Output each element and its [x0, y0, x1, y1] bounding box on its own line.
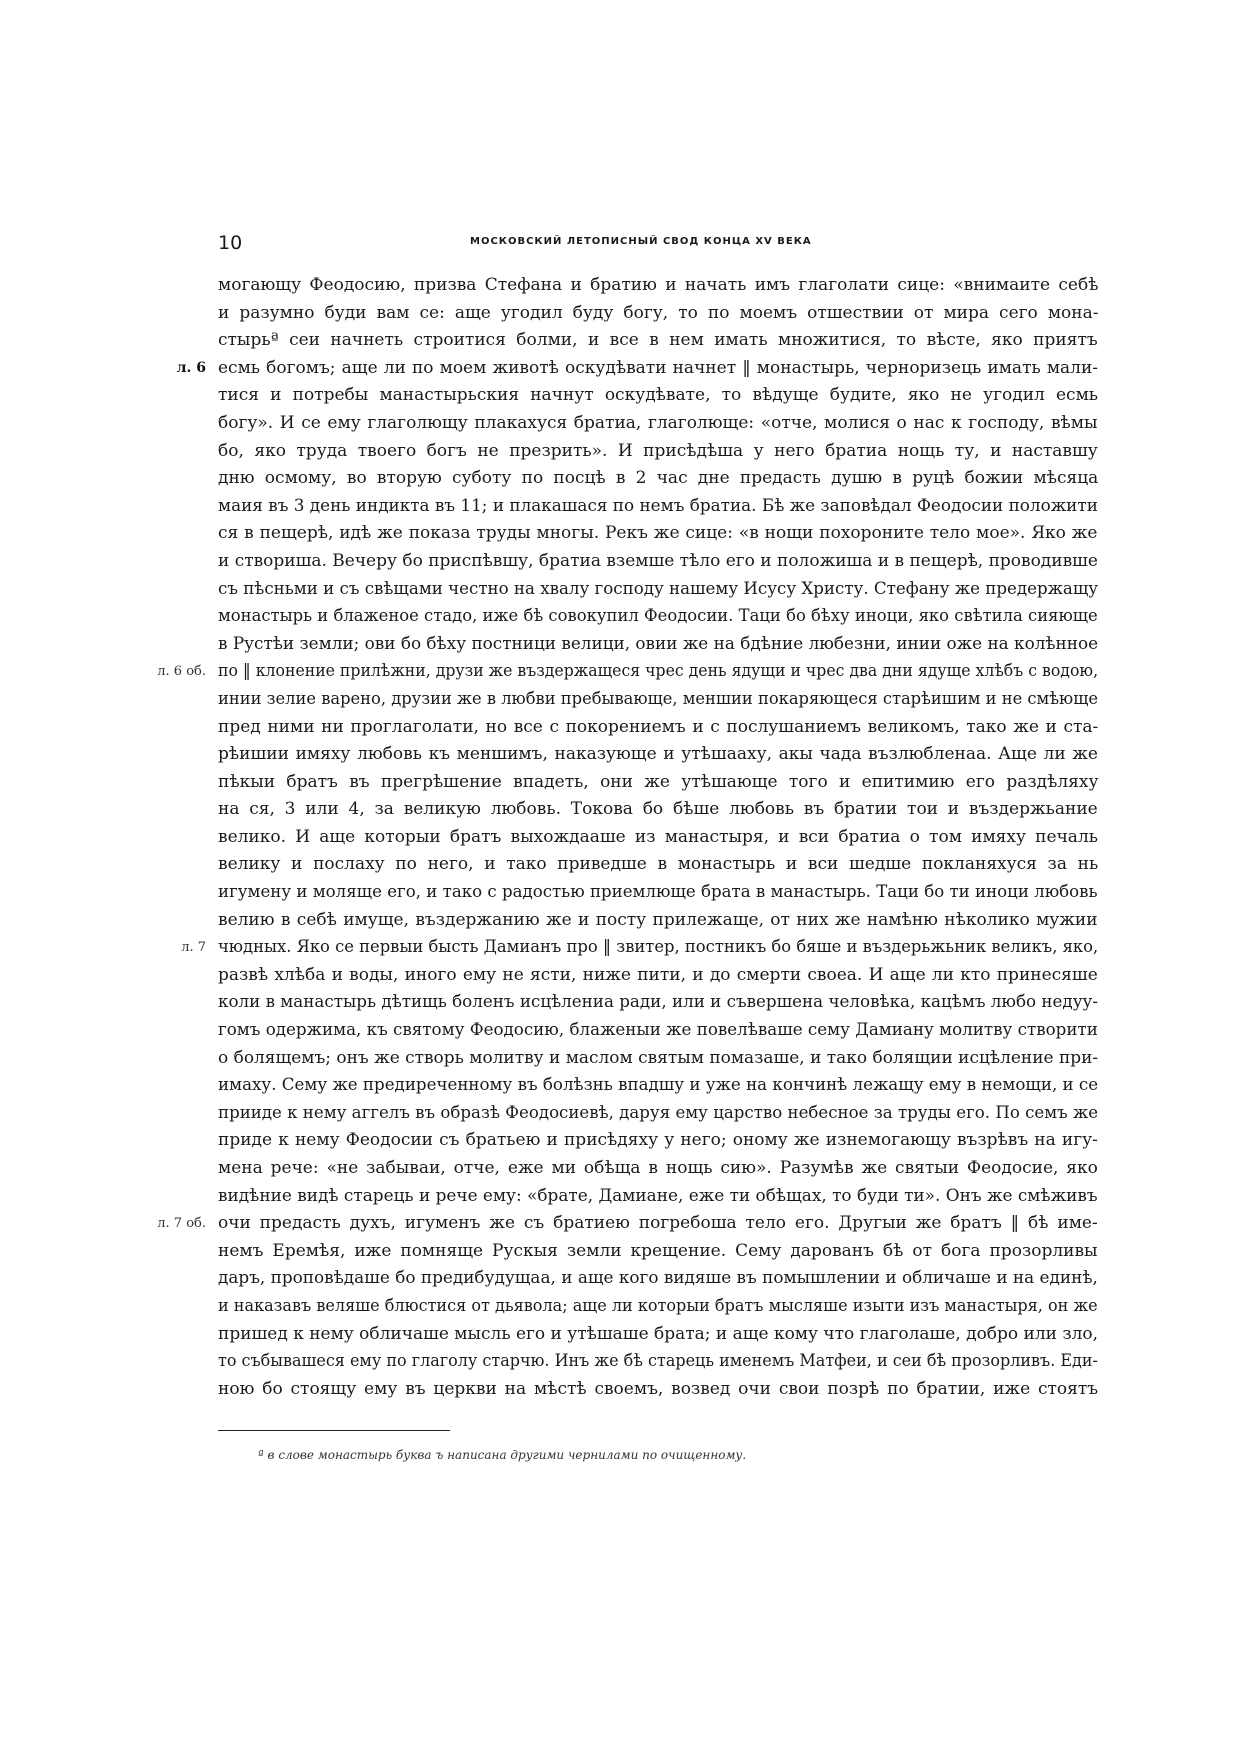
text-line [218, 851, 1098, 879]
line-text: маия въ 3 день индикта въ 11; и плакашася по немъ братиа. Бѣ же заповѣдал Феодосии положити [218, 495, 1098, 516]
text-line [218, 741, 1098, 769]
line-text: мена рече: «не забываи, отче, еже ми обѣща в нощь сию». Разумѣв же святыи Феодосие, яко [218, 1158, 1098, 1178]
text-line [218, 272, 1098, 300]
text-line [176, 355, 1099, 383]
text-line [218, 410, 1098, 438]
text-line [218, 1376, 1098, 1404]
text-line [218, 520, 1098, 548]
line-text: могающу Феодосию, призва Стефана и братию и начать имъ глаголати сице: «внимаите себѣ [218, 275, 1099, 295]
line-text: о болящемъ; онъ же створь молитву и маслом святым помазаше, и тако болящии исцѣление при- [218, 1047, 1099, 1068]
line-text: инии зелие варено, друзии же в любви пребывающе, меншии покаряющеся старѣишим и не смѣюще [218, 688, 1099, 709]
line-text: приде к нему Феодосии съ братьею и присѣдяху у него; оному же изнемогающу възрѣвъ на игу- [218, 1130, 1098, 1151]
line-text: чюдных. Яко се первыи бысть Дамианъ про ‖ звитер, постникъ бо бяше и въздерьжьник великъ, яко, [218, 937, 1099, 958]
text-line [218, 576, 1098, 604]
text-line [218, 962, 1098, 990]
line-text: и створиша. Вечеру бо приспѣвшу, братиа вземше тѣло его и положиша и в пещерѣ, проводивше [218, 550, 1098, 571]
text-line [218, 438, 1098, 466]
text-line [218, 686, 1098, 714]
main-text [157, 272, 1099, 1403]
text-line [218, 714, 1098, 742]
page-number: 10 [218, 232, 243, 254]
line-text: дню осмому, во вторую суботу по посцѣ в 2 час дне предасть душю в руцѣ божии мѣсяца [218, 468, 1099, 489]
text-line [218, 879, 1098, 907]
text-line [218, 1238, 1098, 1266]
text-line [218, 1017, 1098, 1045]
text-line [218, 1321, 1098, 1349]
text-line [157, 658, 1099, 686]
text-line [218, 1348, 1098, 1376]
text-line [218, 1045, 1098, 1073]
line-text: пришед к нему обличаше мысль его и утѣшаше брата; и аще кому что глаголаше, добро или зло, [218, 1323, 1099, 1344]
text-line [218, 465, 1098, 493]
line-text: богу». И се ему глаголющу плакахуся братиа, глаголюще: «отче, молися о нас к господу, вѣмы [218, 412, 1098, 433]
text-line [218, 1293, 1098, 1321]
line-text: монастырь и блаженое стадо, иже бѣ совокупил Феодосии. Таци бо бѣху иноци, яко свѣтила сияюще [218, 606, 1098, 627]
line-text: бо, яко труда твоего богъ не презрить». И присѣдѣша у него братиа нощь ту, и наставшу [218, 440, 1098, 461]
line-text: на ся, 3 или 4, за великую любовь. Токова бо бѣше любовь въ братии тои и въздержьание [218, 799, 1098, 820]
line-text: велико. И аще которыи братъ выхождааше из манастыря, и вси братиа о том имяху печаль [218, 826, 1099, 847]
text-line [157, 1210, 1098, 1238]
footnote: ª в слове монастырь буква ъ написана другими чернилами по очищенному. [258, 1448, 747, 1462]
line-text: велику и послаху по него, и тако приведше в монастырь и вси шедше покланяхуся за нь [218, 854, 1099, 875]
text-line [218, 1265, 1098, 1293]
line-text: видѣние видѣ старець и рече ему: «брате, Дамиане, еже ти обѣщах, то буди ти». Онъ же смѣживъ [218, 1185, 1098, 1206]
folio-margin-note: л. 7 об. [157, 1216, 206, 1232]
text-line [218, 1127, 1098, 1155]
text-line [218, 989, 1098, 1017]
line-text: пѣкыи братъ въ прегрѣшение впадеть, они же утѣшающе того и епитимию его раздѣляху [218, 771, 1099, 792]
line-text: велию в себѣ имуще, въздержанию же и посту прилежаще, от них же намѣню нѣколико мужии [218, 909, 1098, 930]
text-line [218, 327, 1098, 355]
line-text: очи предасть духъ, игуменъ же съ братиею погребоша тело его. Другыи же братъ ‖ бѣ име- [218, 1213, 1098, 1234]
text-line [218, 548, 1098, 576]
line-text: ся в пещерѣ, идѣ же показа труды многы. Рекъ же сице: «в нощи похороните тело мое». Яко же [218, 523, 1098, 544]
line-text: съ пѣсньми и съ свѣщами честно на хвалу господу нашему Исусу Христу. Стефану же предержащу [218, 578, 1099, 599]
text-line [181, 934, 1099, 962]
folio-margin-note: л. 6 об. [157, 664, 206, 680]
text-line [218, 824, 1098, 852]
text-line [218, 300, 1098, 328]
line-text: и разумно буди вам се: аще угодил буду богу, то по моемъ отшествии от мира сего мона- [218, 302, 1099, 323]
text-line [218, 1100, 1098, 1128]
text-line [218, 631, 1098, 659]
line-text: коли в манастырь дѣтищь боленъ исцѣлениа ради, или и съвершена человѣка, кацѣмъ любо недуу- [218, 992, 1099, 1013]
line-text: даръ, проповѣдаше бо предибудущаа, и аще кого видяше въ помышлении и обличаше и на единѣ, [218, 1268, 1098, 1289]
folio-margin-note: л. 7 [181, 940, 206, 956]
line-text: пред ними ни проглаголати, но все с покорениемъ и с послушаниемъ великомъ, тако же и ста- [218, 716, 1099, 737]
line-text: рѣишии имяху любовь къ меншимъ, наказующе и утѣшааху, акы чада възлюбленаа. Аще ли же [218, 744, 1098, 765]
text-line [218, 796, 1098, 824]
folio-margin-note: л. 6 [176, 359, 206, 376]
text-line [218, 1072, 1098, 1100]
text-line [218, 1183, 1098, 1211]
line-text: ною бо стоящу ему въ церкви на мѣстѣ своемъ, возвед очи свои позрѣ по братии, иже стоятъ [218, 1378, 1099, 1399]
line-text: немъ Еремѣя, иже помняще Рускыя земли крещение. Сему дарованъ бѣ от бога прозорливы [218, 1240, 1098, 1261]
text-line [218, 603, 1098, 631]
line-text: и наказавъ веляше блюстися от дьявола; аще ли которыи братъ мысляше изыти изъ манастыря, он же [218, 1295, 1098, 1316]
line-text: по ‖ клонение прилѣжни, друзи же въздержащеся чрес день ядущи и чрес два дни ядуще хлѣбъ с водою, [218, 661, 1099, 682]
line-text: тися и потребы манастырьския начнут оскудѣвате, то вѣдуще будите, яко не угодил есмь [218, 385, 1099, 406]
line-text: гомъ одержима, къ святому Феодосию, блаженыи же повелѣваше сему Дамиану молитву створити [218, 1020, 1098, 1041]
line-text: игумену и моляще его, и тако с радостью приемлюще брата в манастырь. Таци бо ти иноци любовь [218, 882, 1098, 903]
text-line [218, 382, 1098, 410]
text-line [218, 907, 1098, 935]
line-text: то събывашеся ему по глаголу старчю. Инъ же бѣ старець именемъ Матфеи, и сеи бѣ прозорливъ. Еди- [218, 1351, 1098, 1372]
line-text: в Рустѣи земли; ови бо бѣху постници велици, овии же на бдѣние любезни, инии оже на колѣнное [218, 633, 1099, 654]
line-text: имаху. Сему же предиреченному въ болѣзнь впадшу и уже на кончинѣ лежащу ему в немощи, и се [218, 1075, 1099, 1096]
text-line [218, 769, 1098, 797]
line-text: стырьª сеи начнеть строитися болми, и все в нем имать множитися, то вѣсте, яко приятъ [218, 330, 1098, 351]
line-text: прииде к нему аггелъ въ образѣ Феодосиевѣ, даруя ему царство небесное за труды его. По семъ же [218, 1102, 1099, 1123]
line-text: есмь богомъ; аще ли по моем животѣ оскудѣвати начнет ‖ монастырь, черноризець имать мали- [218, 357, 1099, 378]
running-head: МОСКОВСКИЙ ЛЕТОПИСНЫЙ СВОД КОНЦА XV ВЕКА [470, 236, 812, 247]
text-line [218, 1155, 1098, 1183]
line-text: развѣ хлѣба и воды, иного ему не ясти, ниже пити, и до смерти своеа. И аще ли кто принесяше [218, 964, 1098, 985]
text-line [218, 493, 1098, 521]
footnote-rule [218, 1430, 450, 1431]
